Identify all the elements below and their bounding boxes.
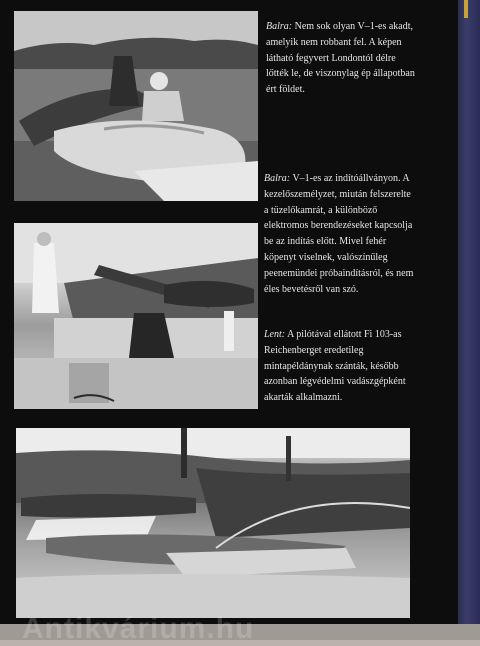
- watermark: Antikvárium.hu: [22, 612, 255, 645]
- book-spine-edge: [458, 0, 480, 640]
- caption-lead: Balra:: [264, 173, 291, 184]
- photo-fi103-reichenberg-image: [16, 428, 410, 618]
- caption-photo-top: [266, 19, 416, 98]
- caption-text: V–1-es az indítóállványon. A kezelőszemélyzet, miután felszerelte a tüzelőkamrát, a különböző elektromos berendezéseket kapcsolja be az indítás előtt. Mivel fehér köpenyt viselnek, valószínűleg peenemündei próbaindításról, és nem éles bevetésről van szó.: [264, 173, 414, 295]
- caption-photo-bottom: [264, 327, 416, 406]
- photo-fi103-reichenberg: [16, 428, 410, 618]
- photo-v1-launch-ramp: [14, 223, 258, 409]
- caption-lead: Balra:: [266, 21, 293, 32]
- photo-crashed-v1: [14, 11, 258, 201]
- caption-lead: Lent:: [264, 329, 286, 340]
- gold-mark: [464, 0, 468, 18]
- caption-text: A pilótával ellátott Fi 103-as Reichenberget eredetileg mintapéldánynak szánták, később azonban légvédelmi vadászgépként akarták alkalmazni.: [264, 329, 406, 404]
- caption-photo-middle: [264, 171, 416, 297]
- photo-crashed-v1-image: [14, 11, 258, 201]
- caption-text: Nem sok olyan V–1-es akadt, amelyik nem robbant fel. A képen látható fegyvert Londontól délre lőtték le, de viszonylag ép állapotban ért földet.: [266, 21, 415, 96]
- photo-v1-launch-ramp-image: [14, 223, 258, 409]
